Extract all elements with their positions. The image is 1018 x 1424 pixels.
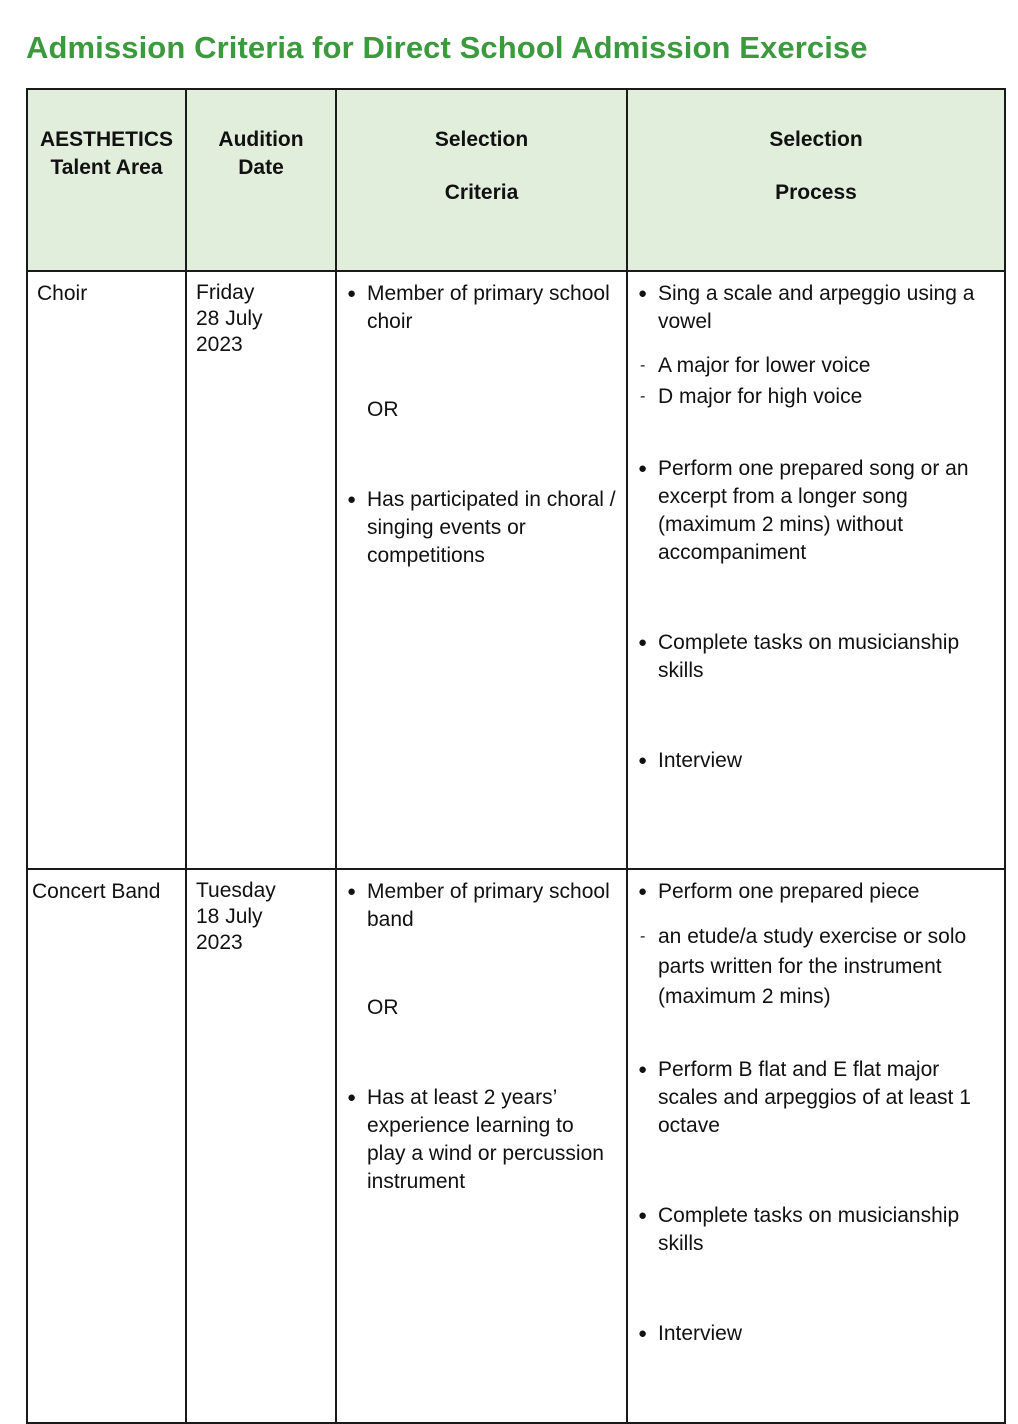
header-selection-criteria: Selection Criteria [336,89,627,271]
criteria-item: ● Member of primary school band [345,878,616,934]
audition-day: Friday [196,281,255,304]
process-sub-item: - D major for high voice [636,383,994,411]
header-selection-process: Selection Process [627,89,1005,271]
process-item: ● Complete tasks on musicianship skills [636,1202,994,1258]
criteria-item: ● Has participated in choral / singing events or competitions [345,486,616,570]
audition-day-month: 18 July [196,905,263,928]
process-item: ● Interview [636,747,994,775]
table-row-choir [27,271,1005,869]
audition-year: 2023 [196,931,243,954]
header-talent-area: AESTHETICS Talent Area [27,89,186,271]
process-sub-item: - an etude/a study exercise or solo parts written for the instrument (maximum 2 mins) [636,922,994,1012]
process-item: ● Perform B flat and E flat major scales and arpeggios of at least 1 octave [636,1056,994,1140]
selection-process-cell [627,271,1005,869]
criteria-item: ● Member of primary school choir [345,280,616,336]
process-item: ● Perform one prepared song or an excerpt from a longer song (maximum 2 mins) without accompaniment [636,455,994,567]
process-sub-item: - A major for lower voice [636,352,994,380]
process-item: ● Interview [636,1320,994,1348]
talent-area-cell [27,869,186,1423]
audition-date-cell [186,869,336,1423]
talent-area: Concert Band [32,880,161,903]
talent-area-cell [27,271,186,869]
process-item: ● Perform one prepared piece [636,878,994,906]
selection-criteria-cell [336,271,627,869]
header-row [27,89,1005,271]
criteria-item: ● Has at least 2 years’ experience learning to play a wind or percussion instrument [345,1084,616,1196]
admission-criteria-table [26,88,1006,1424]
selection-criteria-cell [336,869,627,1423]
audition-year: 2023 [196,333,243,356]
criteria-or: OR [367,398,399,421]
process-item: ● Complete tasks on musicianship skills [636,629,994,685]
selection-process-cell [627,869,1005,1423]
process-item: ● Sing a scale and arpeggio using a vowel [636,280,994,336]
audition-day-month: 28 July [196,307,263,330]
audition-date-cell [186,271,336,869]
table-row-concert-band [27,869,1005,1423]
criteria-or: OR [367,996,399,1019]
page-title: Admission Criteria for Direct School Admission Exercise [26,30,868,65]
talent-area: Choir [37,282,88,305]
header-audition-date: Audition Date [186,89,336,271]
audition-day: Tuesday [196,879,276,902]
